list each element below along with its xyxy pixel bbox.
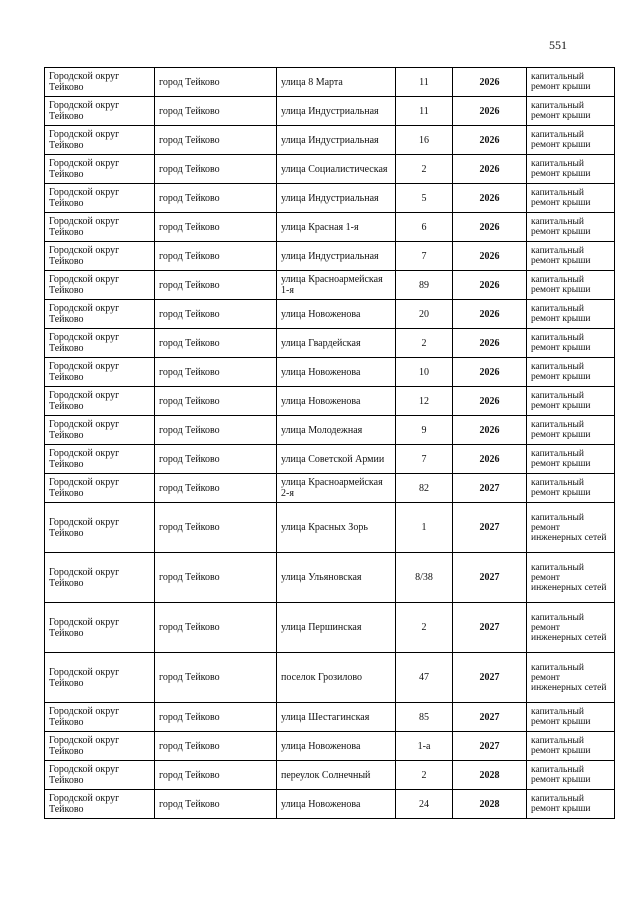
table-row — [45, 184, 615, 213]
street-cell: улица Индустриальная — [277, 242, 396, 271]
city-cell: город Тейково — [155, 474, 277, 503]
city-cell: город Тейково — [155, 653, 277, 703]
year-cell: 2026 — [453, 184, 527, 213]
year-cell: 2027 — [453, 732, 527, 761]
year-cell: 2028 — [453, 761, 527, 790]
house-number-cell: 5 — [396, 184, 453, 213]
house-number-cell: 2 — [396, 603, 453, 653]
work-type-cell: капитальный ремонт крыши — [527, 790, 615, 819]
table-row — [45, 242, 615, 271]
district-cell: Городской округ Тейково — [45, 155, 155, 184]
district-cell: Городской округ Тейково — [45, 271, 155, 300]
table-body — [45, 68, 615, 819]
district-cell: Городской округ Тейково — [45, 126, 155, 155]
table-row — [45, 97, 615, 126]
page-number: 551 — [549, 38, 567, 52]
district-cell: Городской округ Тейково — [45, 416, 155, 445]
street-cell: улица 8 Марта — [277, 68, 396, 97]
house-number-cell: 89 — [396, 271, 453, 300]
house-number-cell: 7 — [396, 242, 453, 271]
table-row — [45, 445, 615, 474]
house-number-cell: 6 — [396, 213, 453, 242]
city-cell: город Тейково — [155, 126, 277, 155]
work-type-cell: капитальный ремонт крыши — [527, 329, 615, 358]
street-cell: улица Красноармейская 2-я — [277, 474, 396, 503]
house-number-cell: 2 — [396, 761, 453, 790]
year-cell: 2026 — [453, 213, 527, 242]
work-type-cell: капитальный ремонт крыши — [527, 416, 615, 445]
district-cell: Городской округ Тейково — [45, 761, 155, 790]
street-cell: поселок Грозилово — [277, 653, 396, 703]
year-cell: 2027 — [453, 653, 527, 703]
table-row — [45, 703, 615, 732]
city-cell: город Тейково — [155, 97, 277, 126]
city-cell: город Тейково — [155, 358, 277, 387]
table-row — [45, 68, 615, 97]
street-cell: улица Гвардейская — [277, 329, 396, 358]
table-row — [45, 603, 615, 653]
year-cell: 2026 — [453, 68, 527, 97]
work-type-cell: капитальный ремонт крыши — [527, 126, 615, 155]
year-cell: 2026 — [453, 416, 527, 445]
city-cell: город Тейково — [155, 790, 277, 819]
district-cell: Городской округ Тейково — [45, 213, 155, 242]
table-row — [45, 387, 615, 416]
district-cell: Городской округ Тейково — [45, 503, 155, 553]
district-cell: Городской округ Тейково — [45, 474, 155, 503]
house-number-cell: 16 — [396, 126, 453, 155]
table-row — [45, 358, 615, 387]
district-cell: Городской округ Тейково — [45, 603, 155, 653]
house-number-cell: 1-а — [396, 732, 453, 761]
house-number-cell: 20 — [396, 300, 453, 329]
work-type-cell: капитальный ремонт инженерных сетей — [527, 553, 615, 603]
district-cell: Городской округ Тейково — [45, 358, 155, 387]
year-cell: 2026 — [453, 300, 527, 329]
work-type-cell: капитальный ремонт крыши — [527, 703, 615, 732]
city-cell: город Тейково — [155, 503, 277, 553]
house-number-cell: 12 — [396, 387, 453, 416]
work-type-cell: капитальный ремонт крыши — [527, 474, 615, 503]
year-cell: 2027 — [453, 703, 527, 732]
year-cell: 2027 — [453, 503, 527, 553]
year-cell: 2028 — [453, 790, 527, 819]
house-number-cell: 2 — [396, 329, 453, 358]
table-row — [45, 155, 615, 184]
city-cell: город Тейково — [155, 300, 277, 329]
year-cell: 2026 — [453, 329, 527, 358]
city-cell: город Тейково — [155, 732, 277, 761]
street-cell: улица Социалистическая — [277, 155, 396, 184]
work-type-cell: капитальный ремонт крыши — [527, 97, 615, 126]
street-cell: улица Индустриальная — [277, 184, 396, 213]
street-cell: улица Советской Армии — [277, 445, 396, 474]
street-cell: улица Красных Зорь — [277, 503, 396, 553]
work-type-cell: капитальный ремонт крыши — [527, 213, 615, 242]
work-type-cell: капитальный ремонт крыши — [527, 387, 615, 416]
district-cell: Городской округ Тейково — [45, 732, 155, 761]
year-cell: 2027 — [453, 603, 527, 653]
street-cell: улица Индустриальная — [277, 126, 396, 155]
house-number-cell: 10 — [396, 358, 453, 387]
city-cell: город Тейково — [155, 553, 277, 603]
street-cell: улица Новоженова — [277, 300, 396, 329]
house-number-cell: 47 — [396, 653, 453, 703]
district-cell: Городской округ Тейково — [45, 68, 155, 97]
street-cell: улица Шестагинская — [277, 703, 396, 732]
repair-schedule-table — [44, 67, 615, 819]
table-row — [45, 416, 615, 445]
district-cell: Городской округ Тейково — [45, 300, 155, 329]
street-cell: улица Першинская — [277, 603, 396, 653]
year-cell: 2027 — [453, 553, 527, 603]
city-cell: город Тейково — [155, 703, 277, 732]
year-cell: 2026 — [453, 358, 527, 387]
table-row — [45, 653, 615, 703]
district-cell: Городской округ Тейково — [45, 97, 155, 126]
city-cell: город Тейково — [155, 416, 277, 445]
district-cell: Городской округ Тейково — [45, 553, 155, 603]
work-type-cell: капитальный ремонт инженерных сетей — [527, 603, 615, 653]
city-cell: город Тейково — [155, 68, 277, 97]
city-cell: город Тейково — [155, 603, 277, 653]
street-cell: улица Молодежная — [277, 416, 396, 445]
table-row — [45, 761, 615, 790]
street-cell: улица Новоженова — [277, 387, 396, 416]
year-cell: 2026 — [453, 97, 527, 126]
street-cell: улица Новоженова — [277, 358, 396, 387]
district-cell: Городской округ Тейково — [45, 242, 155, 271]
table-row — [45, 213, 615, 242]
table-row — [45, 300, 615, 329]
year-cell: 2026 — [453, 271, 527, 300]
house-number-cell: 7 — [396, 445, 453, 474]
work-type-cell: капитальный ремонт крыши — [527, 242, 615, 271]
table-row — [45, 503, 615, 553]
year-cell: 2026 — [453, 445, 527, 474]
table-row — [45, 732, 615, 761]
work-type-cell: капитальный ремонт крыши — [527, 732, 615, 761]
table-row — [45, 329, 615, 358]
work-type-cell: капитальный ремонт крыши — [527, 68, 615, 97]
year-cell: 2026 — [453, 155, 527, 184]
street-cell: улица Индустриальная — [277, 97, 396, 126]
city-cell: город Тейково — [155, 155, 277, 184]
city-cell: город Тейково — [155, 387, 277, 416]
district-cell: Городской округ Тейково — [45, 387, 155, 416]
district-cell: Городской округ Тейково — [45, 184, 155, 213]
table-row — [45, 474, 615, 503]
district-cell: Городской округ Тейково — [45, 703, 155, 732]
table-row — [45, 790, 615, 819]
street-cell: улица Красная 1-я — [277, 213, 396, 242]
house-number-cell: 11 — [396, 97, 453, 126]
city-cell: город Тейково — [155, 184, 277, 213]
district-cell: Городской округ Тейково — [45, 790, 155, 819]
table-row — [45, 553, 615, 603]
house-number-cell: 11 — [396, 68, 453, 97]
house-number-cell: 9 — [396, 416, 453, 445]
street-cell: переулок Солнечный — [277, 761, 396, 790]
district-cell: Городской округ Тейково — [45, 653, 155, 703]
house-number-cell: 85 — [396, 703, 453, 732]
district-cell: Городской округ Тейково — [45, 445, 155, 474]
street-cell: улица Новоженова — [277, 732, 396, 761]
work-type-cell: капитальный ремонт крыши — [527, 300, 615, 329]
house-number-cell: 82 — [396, 474, 453, 503]
street-cell: улица Новоженова — [277, 790, 396, 819]
work-type-cell: капитальный ремонт крыши — [527, 184, 615, 213]
city-cell: город Тейково — [155, 271, 277, 300]
table-row — [45, 126, 615, 155]
street-cell: улица Ульяновская — [277, 553, 396, 603]
year-cell: 2026 — [453, 387, 527, 416]
city-cell: город Тейково — [155, 445, 277, 474]
city-cell: город Тейково — [155, 761, 277, 790]
work-type-cell: капитальный ремонт инженерных сетей — [527, 653, 615, 703]
work-type-cell: капитальный ремонт инженерных сетей — [527, 503, 615, 553]
house-number-cell: 8/38 — [396, 553, 453, 603]
year-cell: 2026 — [453, 126, 527, 155]
work-type-cell: капитальный ремонт крыши — [527, 358, 615, 387]
city-cell: город Тейково — [155, 329, 277, 358]
year-cell: 2027 — [453, 474, 527, 503]
work-type-cell: капитальный ремонт крыши — [527, 445, 615, 474]
house-number-cell: 1 — [396, 503, 453, 553]
table-row — [45, 271, 615, 300]
district-cell: Городской округ Тейково — [45, 329, 155, 358]
city-cell: город Тейково — [155, 213, 277, 242]
city-cell: город Тейково — [155, 242, 277, 271]
work-type-cell: капитальный ремонт крыши — [527, 155, 615, 184]
year-cell: 2026 — [453, 242, 527, 271]
street-cell: улица Красноармейская 1-я — [277, 271, 396, 300]
work-type-cell: капитальный ремонт крыши — [527, 761, 615, 790]
house-number-cell: 24 — [396, 790, 453, 819]
house-number-cell: 2 — [396, 155, 453, 184]
work-type-cell: капитальный ремонт крыши — [527, 271, 615, 300]
